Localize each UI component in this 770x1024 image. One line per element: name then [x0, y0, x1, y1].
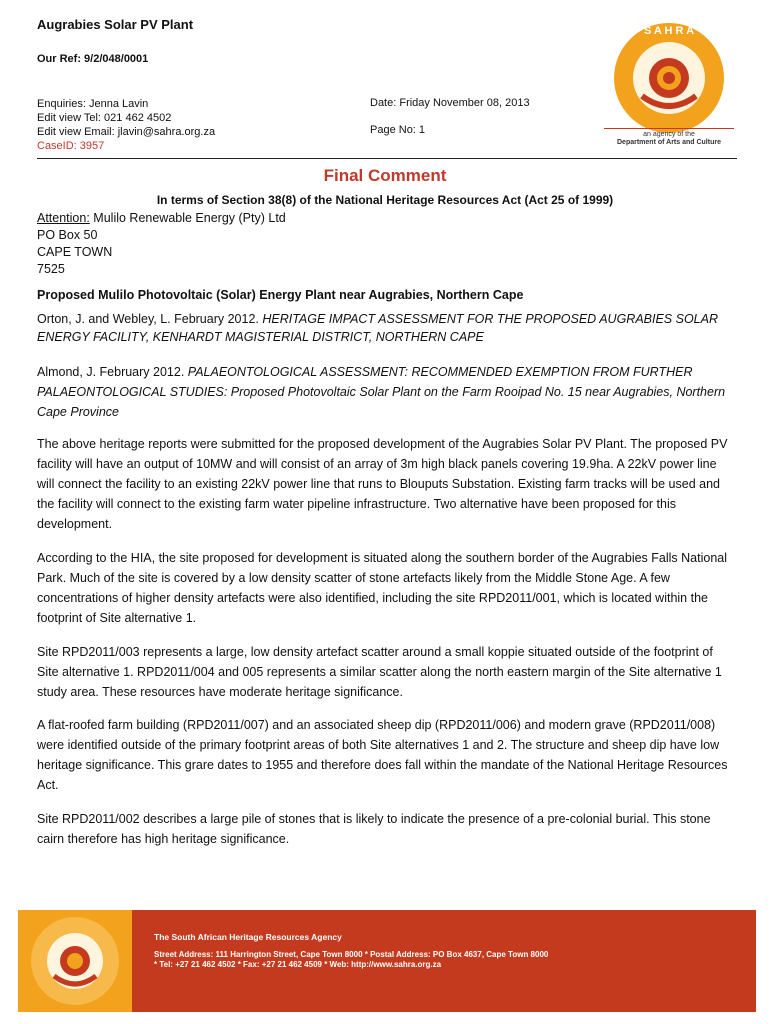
subject-line: Proposed Mulilo Photovoltaic (Solar) Energy Plant near Augrabies, Northern Cape — [37, 288, 524, 302]
footer-agency: The South African Heritage Resources Agency — [154, 932, 342, 942]
page-number: Page No: 1 — [370, 124, 426, 136]
footer-logo — [18, 910, 132, 1012]
reference-1-authors: Orton, J. and Webley, L. February 2012. — [37, 312, 263, 326]
agency-line-2: Department of Arts and Culture — [617, 139, 721, 146]
recipient-address — [37, 210, 286, 278]
reference-2 — [37, 362, 737, 422]
reference-2-authors: Almond, J. February 2012. — [37, 365, 188, 379]
address-line-1: PO Box 50 — [37, 228, 98, 242]
enquiries-name: Enquiries: Jenna Lavin — [37, 98, 149, 110]
attention-value: Mulilo Renewable Energy (Pty) Ltd — [89, 211, 286, 225]
body-paragraph: According to the HIA, the site proposed for development is situated along the southern border of the Augrabies Falls National Park. Much of the site is covered by a low density scatter of stone artefacts likely from the Middle Stone Age. A few concentrations of higher density artefacts were also identified, including the site RPD2011/001, which is located within the footprint of Site alternative 1. — [37, 551, 727, 625]
agency-line-1: an agency of the — [643, 131, 695, 138]
logo-ring-text: S A H R A — [643, 25, 695, 37]
footer-street: Street Address: 111 Harrington Street, Cape Town 8000 * Postal Address: PO Box 4637, Cape Town 8000 — [154, 950, 549, 959]
case-id: CaseID: 3957 — [37, 140, 105, 152]
body-paragraph: The above heritage reports were submitted for the proposed development of the Augrabies Solar PV Plant. The proposed PV facility will have an output of 10MW and will consist of an array of 3m high black panels covering 19.9ha. A 22kV power line will connect the facility to an existing 22kV power line that runs to Blouputs Substation. Existing farm tracks will be used and the facility will connect to the existing farm water pipeline infrastructure. Two alternative have been proposed for this development. — [37, 437, 728, 531]
date: Date: Friday November 08, 2013 — [370, 97, 530, 109]
enquiries-block — [37, 97, 215, 153]
enquiries-tel: Edit view Tel: 021 462 4502 — [37, 112, 172, 124]
body-paragraph: A flat-roofed farm building (RPD2011/007) and an associated sheep dip (RPD2011/006) and modern grave (RPD2011/008) were identified outside of the primary footprint areas of both Site alternatives 1 and 2. The structure and sheep dip have low heritage significance. This grare dates to 1955 and therefore does fall within the mandate of the National Heritage Resources Act. — [37, 718, 728, 792]
attention-label: Attention: — [37, 211, 90, 225]
final-comment-heading: Final Comment — [323, 166, 447, 185]
our-ref: Our Ref: 9/2/048/0001 — [37, 53, 149, 65]
body-paragraph: Site RPD2011/003 represents a large, low density artefact scatter around a small koppie situated outside of the footprint of Site alternative 1. RPD2011/004 and 005 represents a similar scatter along the north eastern margin of the Site alternative 1 study area. These resources have moderate heritage significance. — [37, 645, 722, 699]
agency-note — [604, 128, 734, 147]
reference-2-title: PALAEONTOLOGICAL ASSESSMENT: RECOMMENDED EXEMPTION FROM FURTHER PALAEONTOLOGICAL STUDIES: Proposed Photovoltaic Solar Plant on the Farm Rooipad No. 15 near Augrabies, Northern Cape Province — [37, 365, 726, 419]
plant-title: Augrabies Solar PV Plant — [37, 17, 194, 32]
terms-subheading: In terms of Section 38(8) of the National Heritage Resources Act (Act 25 of 1999) — [156, 193, 614, 207]
reference-1 — [37, 310, 737, 346]
footer-contact: * Tel: +27 21 462 4502 * Fax: +27 21 462 4509 * Web: http://www.sahra.org.za — [154, 960, 442, 969]
enquiries-email: Edit view Email: jlavin@sahra.org.za — [37, 126, 216, 138]
reference-1-title: HERITAGE IMPACT ASSESSMENT FOR THE PROPOSED AUGRABIES SOLAR ENERGY FACILITY, KENHARDT MAGISTERIAL DISTRICT, NORTHERN CAPE — [37, 312, 718, 344]
footer-logo-icon — [18, 910, 132, 1012]
footer — [18, 910, 756, 1012]
address-line-2: CAPE TOWN — [37, 245, 113, 259]
body-paragraph: Site RPD2011/002 describes a large pile of stones that is likely to indicate the presence of a pre-colonial burial. This stone cairn therefore has high heritage significance. — [37, 812, 711, 846]
address-line-3: 7525 — [37, 262, 65, 276]
meta-block — [370, 97, 530, 136]
header-divider — [37, 158, 737, 159]
